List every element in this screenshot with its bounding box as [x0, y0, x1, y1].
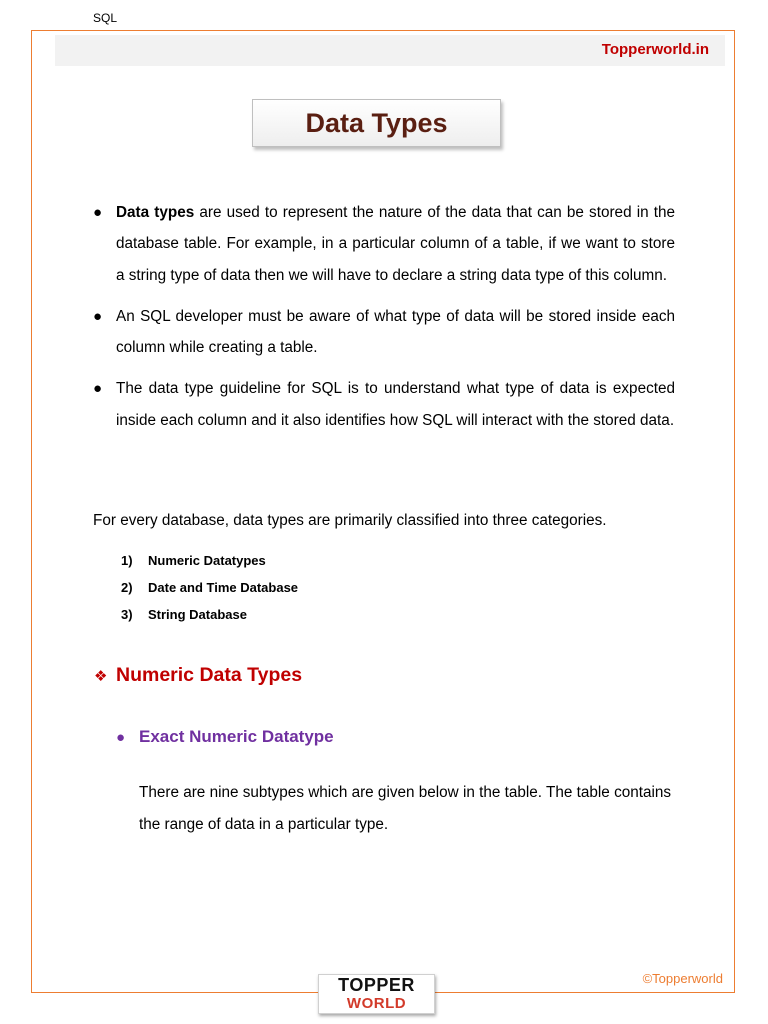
copyright-text: ©Topperworld	[642, 971, 723, 986]
subsection-heading-text: Exact Numeric Datatype	[139, 727, 334, 746]
section-heading	[94, 661, 302, 691]
bullet-list	[93, 197, 675, 446]
subsection-heading	[116, 724, 334, 751]
bullet-icon: ●	[116, 729, 126, 746]
bullet-text: are used to represent the nature of the data that can be stored in the database table. For example, in a particular column of a table, if we want to store a string type of data then we will have to declare a string data type of this column.	[116, 204, 675, 284]
page-title: Data Types	[305, 108, 448, 138]
category-list	[121, 547, 298, 628]
bullet-item	[93, 301, 675, 364]
category-item	[121, 574, 298, 601]
logo-bottom-text: WORLD	[346, 995, 407, 1012]
bullet-text: The data type guideline for SQL is to understand what type of data is expected inside each column and it also identifies how SQL will interact with the stored data.	[116, 380, 675, 429]
bullet-icon: ●	[93, 307, 103, 325]
intro-paragraph: For every database, data types are primarily classified into three categories.	[93, 512, 607, 529]
bullet-bold-term: Data types	[116, 204, 195, 221]
bullet-icon: ●	[93, 204, 103, 221]
bullet-icon: ●	[93, 380, 103, 398]
category-number: 3)	[121, 607, 133, 622]
category-item	[121, 547, 298, 574]
category-label: Date and Time Database	[148, 580, 299, 595]
category-label: Numeric Datatypes	[148, 553, 266, 568]
site-name: Topperworld.in	[601, 41, 709, 58]
topperworld-logo	[318, 974, 435, 1014]
category-label: String Database	[148, 607, 247, 622]
section-heading-text: Numeric Data Types	[116, 664, 303, 686]
bullet-item	[93, 197, 675, 291]
bullet-text: An SQL developer must be aware of what type of data will be stored inside each column while creating a table.	[116, 307, 675, 357]
diamond-icon: ❖	[94, 668, 108, 685]
category-number: 2)	[121, 580, 133, 595]
category-number: 1)	[121, 553, 133, 568]
body-paragraph: There are nine subtypes which are given below in the table. The table contains the range of data in a particular type.	[139, 784, 672, 833]
category-item	[121, 601, 298, 628]
header-band	[55, 35, 725, 66]
bullet-item	[93, 373, 675, 436]
title-box	[252, 99, 501, 147]
running-head: SQL	[93, 11, 118, 25]
logo-top-text: TOPPER	[338, 975, 415, 995]
